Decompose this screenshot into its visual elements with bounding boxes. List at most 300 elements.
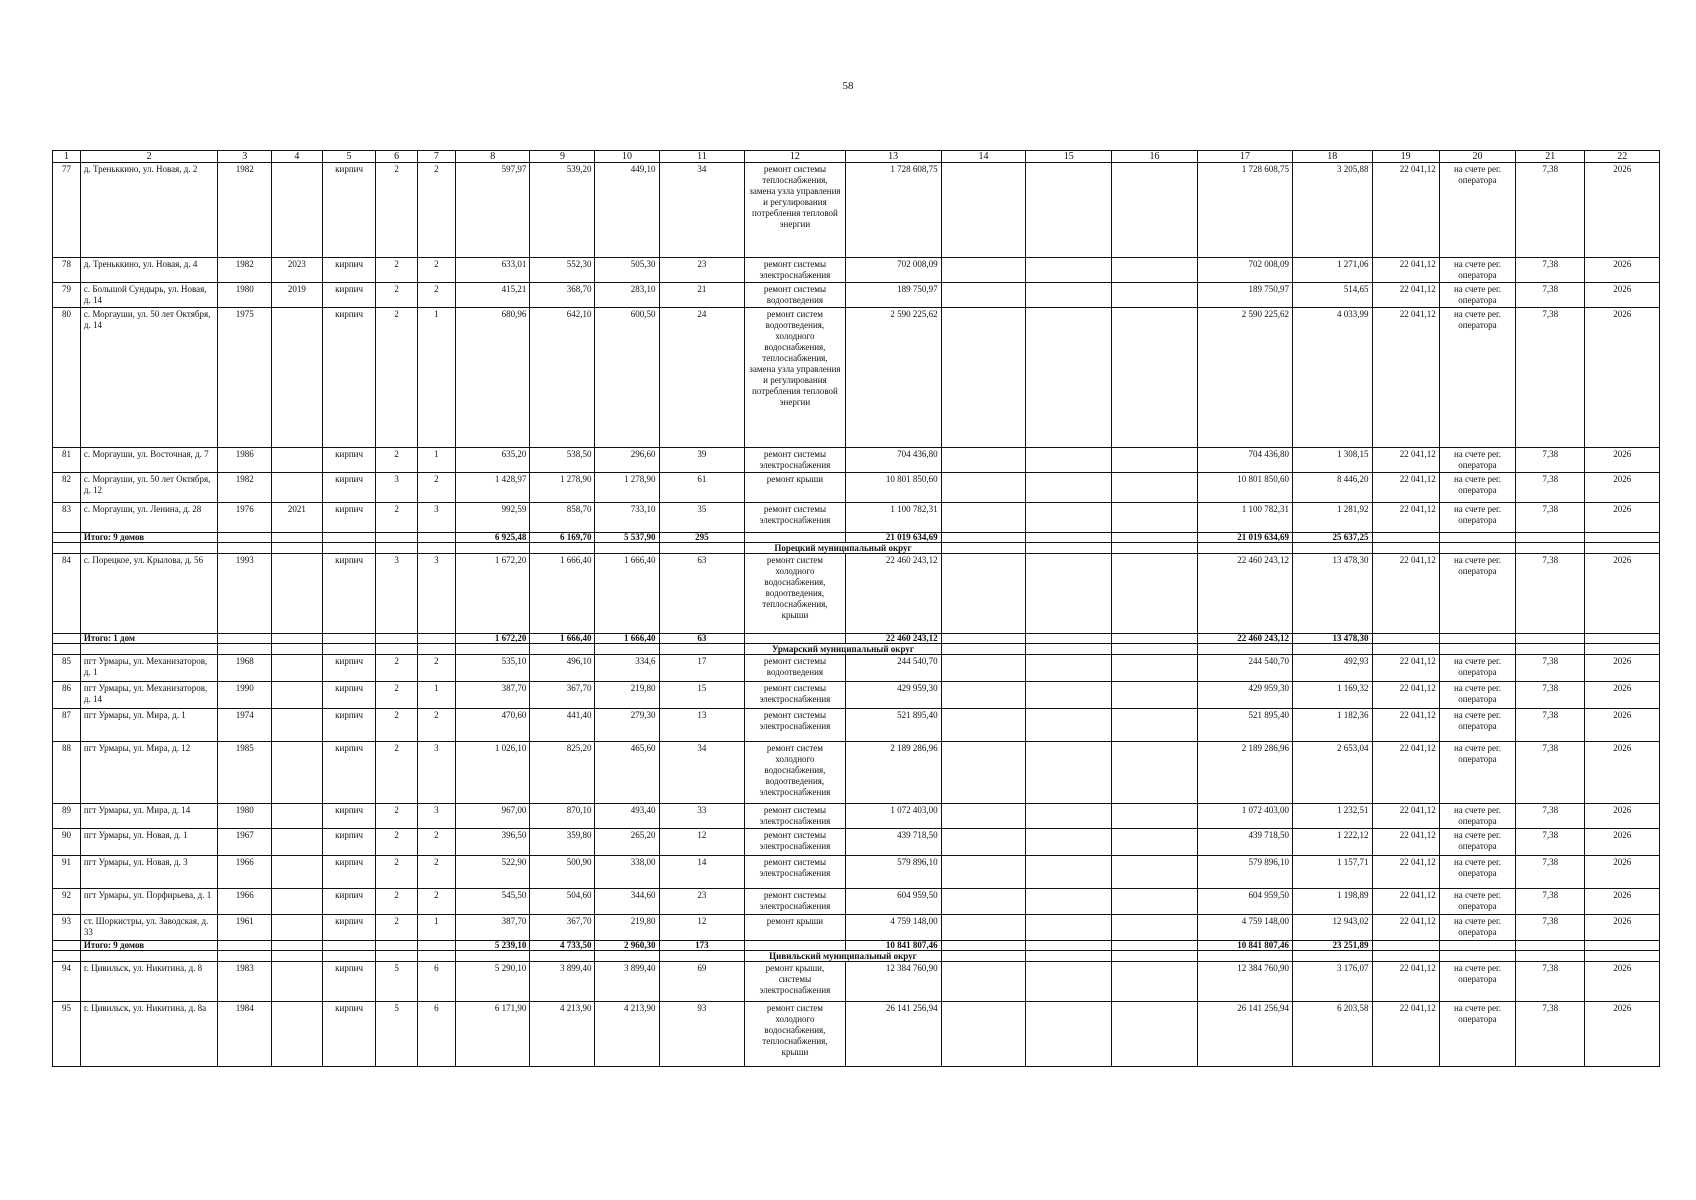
table-cell: кирпич: [322, 709, 376, 742]
table-cell: 4 213,90: [530, 1002, 595, 1067]
table-cell: 4 033,99: [1292, 308, 1372, 448]
table-cell: 2026: [1585, 258, 1660, 283]
table-cell: 26 141 256,94: [1197, 1002, 1292, 1067]
table-cell: ремонт системы электроснабжения: [745, 709, 845, 742]
table-cell: 2: [376, 682, 417, 709]
table-cell: [1026, 941, 1112, 951]
table-cell: 4 759 148,00: [1197, 915, 1292, 941]
table-cell: пгт Урмары, ул. Новая, д. 1: [80, 829, 217, 856]
table-cell: 94: [53, 962, 81, 1002]
table-cell: 2: [417, 856, 455, 889]
table-cell: [272, 473, 323, 503]
table-cell: 2 189 286,96: [1197, 742, 1292, 804]
table-cell: 1 198,89: [1292, 889, 1372, 915]
column-number: 17: [1197, 151, 1292, 163]
table-cell: на счете рег. оператора: [1439, 1002, 1515, 1067]
table-cell: 7,38: [1516, 655, 1585, 682]
table-cell: 22 041,12: [1372, 709, 1439, 742]
table-cell: 2023: [272, 258, 323, 283]
table-cell: [1112, 163, 1198, 258]
table-cell: кирпич: [322, 1002, 376, 1067]
empty-cell: [376, 951, 417, 962]
table-cell: 90: [53, 829, 81, 856]
column-number-row: [53, 151, 1660, 163]
table-cell: [322, 533, 376, 543]
table-cell: ремонт системы водоотведения: [745, 283, 845, 308]
empty-cell: [218, 951, 272, 962]
table-cell: 579 896,10: [1197, 856, 1292, 889]
empty-cell: [322, 543, 376, 554]
table-cell: 496,10: [530, 655, 595, 682]
table-cell: 1984: [218, 1002, 272, 1067]
table-cell: на счете рег. оператора: [1439, 258, 1515, 283]
empty-cell: [1516, 644, 1585, 655]
table-cell: [1026, 829, 1112, 856]
column-number: 7: [417, 151, 455, 163]
column-number: 8: [455, 151, 529, 163]
empty-cell: [417, 951, 455, 962]
table-cell: 3: [376, 554, 417, 634]
table-cell: 858,70: [530, 503, 595, 533]
table-cell: [941, 503, 1026, 533]
table-cell: 22 041,12: [1372, 503, 1439, 533]
table-row: [53, 682, 1660, 709]
table-cell: [272, 709, 323, 742]
table-cell: 2 590 225,62: [845, 308, 941, 448]
table-cell: [1112, 829, 1198, 856]
table-cell: кирпич: [322, 308, 376, 448]
empty-cell: [417, 644, 455, 655]
table-cell: кирпич: [322, 889, 376, 915]
repair-program-table: [52, 150, 1660, 1067]
table-cell: 23: [659, 889, 745, 915]
empty-cell: [941, 951, 1026, 962]
table-cell: 870,10: [530, 804, 595, 829]
table-cell: [272, 856, 323, 889]
table-cell: [941, 308, 1026, 448]
table-cell: [322, 941, 376, 951]
table-cell: 95: [53, 1002, 81, 1067]
table-cell: 21 019 634,69: [845, 533, 941, 543]
table-cell: [322, 634, 376, 644]
table-cell: 7,38: [1516, 962, 1585, 1002]
table-cell: [1516, 941, 1585, 951]
table-cell: пгт Урмары, ул. Мира, д. 1: [80, 709, 217, 742]
table-cell: пгт Урмары, ул. Мира, д. 14: [80, 804, 217, 829]
section-title: Цивильский муниципальный округ: [745, 951, 941, 962]
table-cell: 2 653,04: [1292, 742, 1372, 804]
empty-cell: [1197, 644, 1292, 655]
table-cell: кирпич: [322, 829, 376, 856]
table-cell: пгт Урмары, ул. Новая, д. 3: [80, 856, 217, 889]
table-cell: [53, 634, 81, 644]
table-cell: [1372, 634, 1439, 644]
table-cell: 429 959,30: [845, 682, 941, 709]
table-cell: 2: [376, 655, 417, 682]
table-cell: 21: [659, 283, 745, 308]
table-cell: [941, 1002, 1026, 1067]
table-cell: [1026, 503, 1112, 533]
table-cell: на счете рег. оператора: [1439, 962, 1515, 1002]
table-cell: кирпич: [322, 163, 376, 258]
table-cell: ремонт крыши: [745, 915, 845, 941]
table-cell: [1026, 709, 1112, 742]
table-cell: 733,10: [595, 503, 659, 533]
table-cell: 92: [53, 889, 81, 915]
table-cell: [1026, 533, 1112, 543]
table-cell: [1026, 163, 1112, 258]
table-cell: 5 537,90: [595, 533, 659, 543]
table-cell: [1026, 634, 1112, 644]
table-row: [53, 709, 1660, 742]
table-cell: 1990: [218, 682, 272, 709]
table-cell: 84: [53, 554, 81, 634]
empty-cell: [1026, 951, 1112, 962]
table-cell: 1986: [218, 448, 272, 473]
empty-cell: [1197, 543, 1292, 554]
table-cell: 7,38: [1516, 915, 1585, 941]
table-cell: 80: [53, 308, 81, 448]
table-row: [53, 856, 1660, 889]
table-cell: 2: [376, 829, 417, 856]
table-cell: 21 019 634,69: [1197, 533, 1292, 543]
table-cell: ремонт систем водоотведения, холодного водоснабжения, теплоснабжения, замена узла управления и регулирования потребления тепловой энергии: [745, 308, 845, 448]
table-cell: 6 203,58: [1292, 1002, 1372, 1067]
table-cell: [272, 533, 323, 543]
table-cell: 15: [659, 682, 745, 709]
table-cell: на счете рег. оператора: [1439, 283, 1515, 308]
table-cell: [1112, 915, 1198, 941]
empty-cell: [455, 951, 529, 962]
table-cell: 4 759 148,00: [845, 915, 941, 941]
table-cell: 22 041,12: [1372, 554, 1439, 634]
table-cell: 1 666,40: [595, 634, 659, 644]
table-cell: 3: [376, 473, 417, 503]
table-cell: 3 176,07: [1292, 962, 1372, 1002]
column-number: 4: [272, 151, 323, 163]
empty-cell: [941, 543, 1026, 554]
table-cell: 4 733,50: [530, 941, 595, 951]
table-cell: 5 290,10: [455, 962, 529, 1002]
table-cell: 23 251,89: [1292, 941, 1372, 951]
table-cell: 2026: [1585, 283, 1660, 308]
table-cell: [941, 742, 1026, 804]
table-cell: [1026, 655, 1112, 682]
table-cell: 338,00: [595, 856, 659, 889]
table-cell: 1 666,40: [530, 554, 595, 634]
table-cell: 12: [659, 915, 745, 941]
table-cell: 34: [659, 163, 745, 258]
table-cell: [376, 634, 417, 644]
table-cell: 7,38: [1516, 258, 1585, 283]
table-cell: 2: [376, 856, 417, 889]
table-cell: [941, 804, 1026, 829]
table-cell: 7,38: [1516, 554, 1585, 634]
table-cell: ремонт крыши: [745, 473, 845, 503]
table-cell: 2: [417, 283, 455, 308]
column-number: 9: [530, 151, 595, 163]
table-cell: 265,20: [595, 829, 659, 856]
table-cell: 1 026,10: [455, 742, 529, 804]
table-cell: 344,60: [595, 889, 659, 915]
table-cell: пгт Урмары, ул. Порфирьева, д. 1: [80, 889, 217, 915]
table-cell: [1026, 473, 1112, 503]
table-cell: кирпич: [322, 915, 376, 941]
column-number: 13: [845, 151, 941, 163]
table-cell: 7,38: [1516, 742, 1585, 804]
table-row: [53, 473, 1660, 503]
table-cell: [941, 283, 1026, 308]
table-cell: 22 460 243,12: [1197, 554, 1292, 634]
table-cell: 1980: [218, 804, 272, 829]
table-cell: 1: [417, 915, 455, 941]
table-cell: 604 959,50: [1197, 889, 1292, 915]
table-cell: 1966: [218, 889, 272, 915]
table-cell: 7,38: [1516, 473, 1585, 503]
table-cell: ремонт системы электроснабжения: [745, 829, 845, 856]
empty-cell: [272, 543, 323, 554]
table-cell: 22 041,12: [1372, 448, 1439, 473]
table-cell: [1112, 308, 1198, 448]
table-cell: 1 672,20: [455, 554, 529, 634]
table-cell: [1112, 742, 1198, 804]
table-cell: 1982: [218, 473, 272, 503]
table-cell: 504,60: [530, 889, 595, 915]
table-cell: 296,60: [595, 448, 659, 473]
table-cell: [1112, 473, 1198, 503]
table-cell: ст. Шоркистры, ул. Заводская, д. 33: [80, 915, 217, 941]
empty-cell: [322, 644, 376, 655]
table-cell: 35: [659, 503, 745, 533]
table-cell: 635,20: [455, 448, 529, 473]
table-cell: 633,01: [455, 258, 529, 283]
table-cell: [1585, 634, 1660, 644]
table-cell: 367,70: [530, 682, 595, 709]
table-cell: на счете рег. оператора: [1439, 829, 1515, 856]
table-cell: 2026: [1585, 163, 1660, 258]
table-cell: [941, 829, 1026, 856]
column-number: 12: [745, 151, 845, 163]
table-cell: [1026, 554, 1112, 634]
column-number: 15: [1026, 151, 1112, 163]
table-cell: 1980: [218, 283, 272, 308]
table-cell: 2 590 225,62: [1197, 308, 1292, 448]
table-cell: [1026, 856, 1112, 889]
table-cell: 1983: [218, 962, 272, 1002]
table-cell: 219,80: [595, 682, 659, 709]
table-cell: 1967: [218, 829, 272, 856]
empty-cell: [1585, 951, 1660, 962]
table-cell: ремонт системы электроснабжения: [745, 889, 845, 915]
section-row: [53, 644, 1660, 655]
table-cell: 1 157,71: [1292, 856, 1372, 889]
column-number: 1: [53, 151, 81, 163]
table-cell: 6 925,48: [455, 533, 529, 543]
table-cell: [1112, 258, 1198, 283]
table-cell: 81: [53, 448, 81, 473]
table-cell: 24: [659, 308, 745, 448]
page-number: 58: [842, 80, 854, 92]
table-cell: 2026: [1585, 682, 1660, 709]
table-cell: 1: [417, 448, 455, 473]
table-cell: 1975: [218, 308, 272, 448]
table-cell: ремонт системы электроснабжения: [745, 804, 845, 829]
table-cell: 387,70: [455, 682, 529, 709]
column-number: 2: [80, 151, 217, 163]
table-cell: [941, 709, 1026, 742]
table-cell: 1 100 782,31: [845, 503, 941, 533]
table-cell: 22 041,12: [1372, 655, 1439, 682]
table-cell: 6: [417, 962, 455, 1002]
empty-cell: [530, 644, 595, 655]
table-cell: 1 169,32: [1292, 682, 1372, 709]
table-cell: 8 446,20: [1292, 473, 1372, 503]
table-cell: г. Цивильск, ул. Никитина, д. 8: [80, 962, 217, 1002]
table-cell: 552,30: [530, 258, 595, 283]
total-row: [53, 634, 1660, 644]
empty-cell: [595, 644, 659, 655]
table-row: [53, 655, 1660, 682]
table-cell: 2: [376, 448, 417, 473]
section-row: [53, 951, 1660, 962]
table-cell: на счете рег. оператора: [1439, 709, 1515, 742]
table-cell: 2: [417, 163, 455, 258]
table-cell: [218, 941, 272, 951]
table-cell: 2026: [1585, 829, 1660, 856]
table-cell: 86: [53, 682, 81, 709]
table-cell: 22 041,12: [1372, 308, 1439, 448]
table-cell: 825,20: [530, 742, 595, 804]
table-cell: 2026: [1585, 962, 1660, 1002]
table-cell: 3 205,88: [1292, 163, 1372, 258]
table-cell: 3 899,40: [595, 962, 659, 1002]
table-cell: 2021: [272, 503, 323, 533]
empty-cell: [53, 644, 81, 655]
table-cell: [1112, 283, 1198, 308]
empty-cell: [595, 951, 659, 962]
table-cell: 2: [376, 258, 417, 283]
total-row: [53, 533, 1660, 543]
table-cell: [1112, 962, 1198, 1002]
column-number: 16: [1112, 151, 1198, 163]
table-cell: 2026: [1585, 915, 1660, 941]
table-cell: 13 478,30: [1292, 634, 1372, 644]
table-cell: 93: [53, 915, 81, 941]
table-cell: 1 182,36: [1292, 709, 1372, 742]
table-cell: г. Цивильск, ул. Никитина, д. 8а: [80, 1002, 217, 1067]
table-cell: [1112, 634, 1198, 644]
table-cell: 465,60: [595, 742, 659, 804]
table-cell: 7,38: [1516, 448, 1585, 473]
table-cell: 1985: [218, 742, 272, 804]
table-cell: 22 041,12: [1372, 742, 1439, 804]
table-cell: 334,6: [595, 655, 659, 682]
empty-cell: [659, 644, 745, 655]
table-cell: 2 960,30: [595, 941, 659, 951]
table-cell: 2: [376, 163, 417, 258]
table-cell: [272, 1002, 323, 1067]
table-cell: 279,30: [595, 709, 659, 742]
table-cell: [53, 533, 81, 543]
table-cell: 7,38: [1516, 889, 1585, 915]
table-cell: ремонт системы теплоснабжения, замена узла управления и регулирования потребления тепловой энергии: [745, 163, 845, 258]
table-row: [53, 163, 1660, 258]
table-cell: ремонт систем холодного водоснабжения, водоотведения, электроснабжения: [745, 742, 845, 804]
table-cell: 1982: [218, 163, 272, 258]
table-cell: кирпич: [322, 682, 376, 709]
table-cell: 91: [53, 856, 81, 889]
empty-cell: [376, 543, 417, 554]
table-cell: 367,70: [530, 915, 595, 941]
table-cell: 244 540,70: [1197, 655, 1292, 682]
empty-cell: [1439, 951, 1515, 962]
table-cell: 604 959,50: [845, 889, 941, 915]
empty-cell: [595, 543, 659, 554]
table-cell: [1516, 533, 1585, 543]
table-cell: кирпич: [322, 448, 376, 473]
table-cell: [272, 163, 323, 258]
table-cell: 14: [659, 856, 745, 889]
table-cell: [1026, 1002, 1112, 1067]
table-cell: 17: [659, 655, 745, 682]
table-cell: кирпич: [322, 554, 376, 634]
table-cell: 1 271,06: [1292, 258, 1372, 283]
table-cell: [272, 448, 323, 473]
table-cell: [272, 889, 323, 915]
empty-cell: [218, 543, 272, 554]
table-cell: [272, 829, 323, 856]
table-cell: кирпич: [322, 804, 376, 829]
table-cell: 22 041,12: [1372, 1002, 1439, 1067]
table-cell: 470,60: [455, 709, 529, 742]
table-cell: 7,38: [1516, 682, 1585, 709]
table-cell: 521 895,40: [1197, 709, 1292, 742]
table-cell: 1 281,92: [1292, 503, 1372, 533]
table-cell: на счете рег. оператора: [1439, 856, 1515, 889]
empty-cell: [1292, 543, 1372, 554]
table-cell: [1112, 448, 1198, 473]
table-cell: 1 222,12: [1292, 829, 1372, 856]
table-cell: 78: [53, 258, 81, 283]
table-cell: 1 278,90: [595, 473, 659, 503]
table-cell: 702 008,09: [1197, 258, 1292, 283]
table-cell: [941, 682, 1026, 709]
table-cell: пгт Урмары, ул. Мира, д. 12: [80, 742, 217, 804]
table-cell: [1112, 1002, 1198, 1067]
table-cell: с. Моргауши, ул. 50 лет Октября, д. 12: [80, 473, 217, 503]
table-cell: 2026: [1585, 709, 1660, 742]
table-cell: [745, 533, 845, 543]
table-cell: [1026, 682, 1112, 709]
empty-cell: [455, 644, 529, 655]
table-cell: 22 460 243,12: [845, 554, 941, 634]
table-cell: 2026: [1585, 889, 1660, 915]
table-cell: [1026, 742, 1112, 804]
empty-cell: [1516, 951, 1585, 962]
table-cell: на счете рег. оператора: [1439, 804, 1515, 829]
table-cell: [941, 856, 1026, 889]
table-cell: 2026: [1585, 742, 1660, 804]
table-cell: Итого: 1 дом: [80, 634, 217, 644]
table-cell: [941, 941, 1026, 951]
table-cell: 23: [659, 258, 745, 283]
table-row: [53, 1002, 1660, 1067]
table-cell: 22 041,12: [1372, 258, 1439, 283]
table-cell: ремонт системы электроснабжения: [745, 448, 845, 473]
table-cell: 2019: [272, 283, 323, 308]
empty-cell: [530, 543, 595, 554]
table-cell: кирпич: [322, 258, 376, 283]
